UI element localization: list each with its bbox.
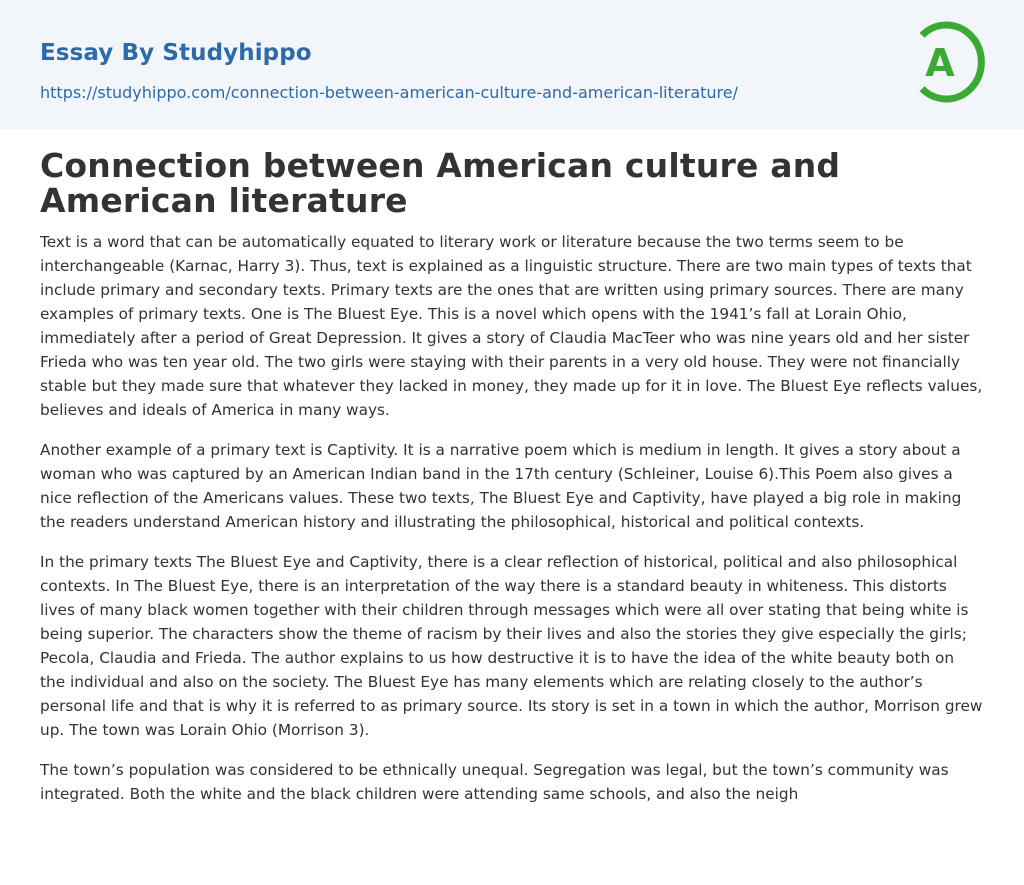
brand-title[interactable]: Essay By Studyhippo [40,40,312,66]
site-header [0,0,1024,129]
logo-letter: A [925,41,955,85]
article-paragraph: The town’s population was considered to be ethnically unequal. Segregation was legal, but the town’s community was integrated. Both the white and the black children were attending same schools, and also the neigh [40,761,949,803]
article-paragraph: In the primary texts The Bluest Eye and Captivity, there is a clear reflection of historical, political and also philosophical contexts. In The Bluest Eye, there is an interpretation of the way there is a standard beauty in whiteness. This distorts lives of many black women together with their children through messages which were all over stating that being white is being superior. The characters show the theme of racism by their lives and also the stories they give especially the girls; Pecola, Claudia and Frieda. The author explains to us how destructive it is to have the idea of the white beauty both on the individual and also on the society. The Bluest Eye has many elements which are relating closely to the author’s personal life and that is why it is referred to as primary source. Its story is set in a town in which the author, Morrison grew up. The town was Lorain Ohio (Morrison 3). [40,553,983,739]
article-title: Connection between American culture and American literature [40,146,841,220]
article [40,148,984,806]
article-paragraph: Another example of a primary text is Captivity. It is a narrative poem which is medium in length. It gives a story about a woman who was captured by an American Indian band in the 17th century (Schleiner, Louise 6).This Poem also gives a nice reflection of the Americans values. These two texts, The Bluest Eye and Captivity, have played a big role in making the readers understand American history and illustrating the philosophical, historical and political contexts. [40,441,962,531]
studyhippo-logo-icon[interactable] [910,18,988,106]
article-paragraph: Text is a word that can be automatically equated to literary work or literature because the two terms seem to be interchangeable (Karnac, Harry 3). Thus, text is explained as a linguistic structure. There are two main types of texts that include primary and secondary texts. Primary texts are the ones that are written using primary sources. There are many examples of primary texts. One is The Bluest Eye. This is a novel which opens with the 1941’s fall at Lorain Ohio, immediately after a period of Great Depression. It gives a story of Claudia MacTeer who was nine years old and her sister Frieda who was ten year old. The two girls were staying with their parents in a very old house. They were not financially stable but they made sure that whatever they lacked in money, they made up for it in love. The Bluest Eye reflects values, believes and ideals of America in many ways. [40,233,983,419]
article-url-link[interactable]: https://studyhippo.com/connection-between-american-culture-and-american-literature/ [40,83,738,102]
